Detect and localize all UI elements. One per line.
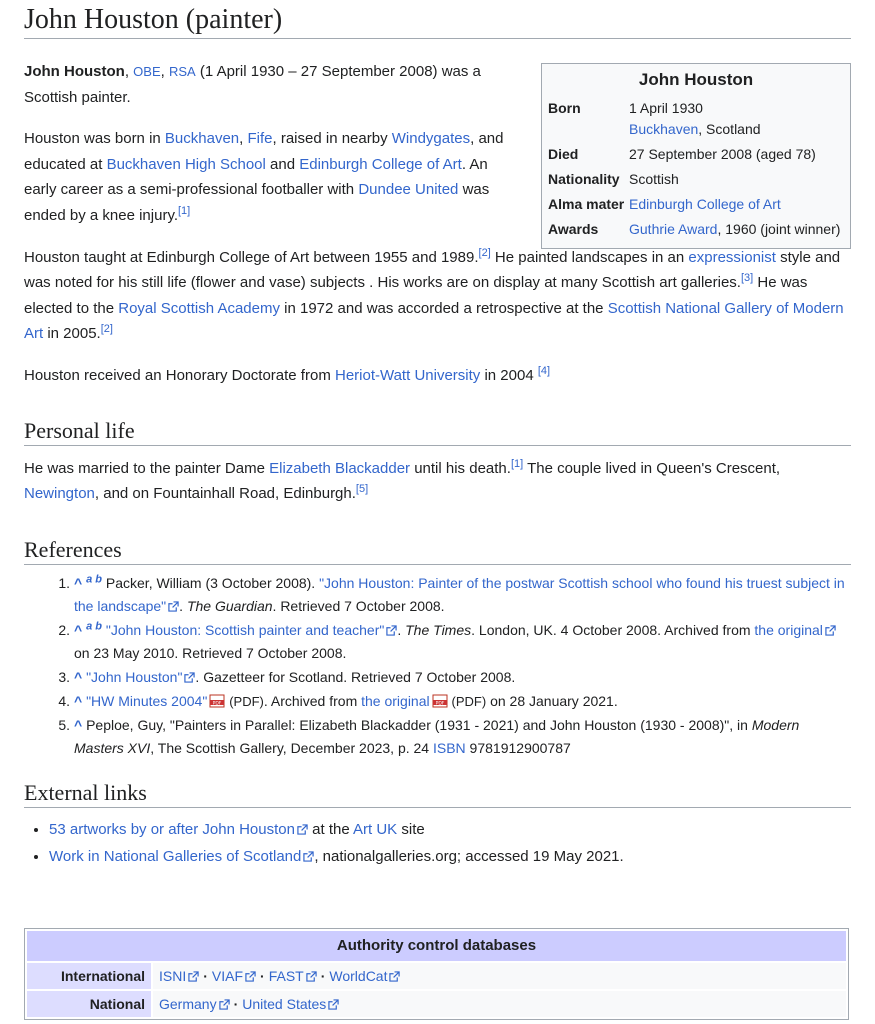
died-value: 27 September 2008 (aged 78) bbox=[629, 146, 816, 162]
dundee-united-link[interactable]: Dundee United bbox=[358, 181, 459, 199]
viaf-link[interactable]: VIAF bbox=[211, 968, 244, 984]
infobox-label-alma-mater: Alma mater bbox=[548, 196, 625, 212]
germany-link[interactable]: Germany bbox=[159, 996, 217, 1012]
united-states-link[interactable]: United States bbox=[242, 996, 327, 1012]
buckhaven-link[interactable]: Buckhaven bbox=[164, 130, 240, 148]
elizabeth-blackadder-link[interactable]: Elizabeth Blackadder bbox=[269, 459, 411, 477]
reference-number: 4. bbox=[58, 692, 70, 709]
doctorate-paragraph: Houston received an Honorary Doctorate from Heriot-Watt University in 2004 [4] bbox=[24, 364, 551, 384]
article bbox=[24, 0, 851, 870]
pdf-icon bbox=[432, 694, 448, 708]
backlink-caret: ^ bbox=[74, 574, 83, 591]
reference-item: 5. ^ Peploe, Guy, "Painters in Parallel: Elizabeth Blackadder (1931 - 2021) and John Houston (1930 - 2008)", in Modern Masters XVI, The Scottish Gallery, December 2023, p. 24 ISBN 9781912900787 bbox=[24, 714, 851, 760]
infobox bbox=[541, 63, 851, 249]
reference-item: 3. ^ "John Houston" . Gazetteer for Scotland. Retrieved 7 October 2008. bbox=[24, 666, 851, 689]
alma-mater-link[interactable]: Edinburgh College of Art bbox=[629, 196, 781, 212]
reference-item: 1. ^ $^{a b}$ Packer, William (3 October 2008). "John Houston: Painter of the postwar Scottish school who found his truest subject in the landscape" . The Guardian. Retrieved 7 October 2008. bbox=[24, 572, 851, 618]
lead-section bbox=[24, 59, 514, 229]
heading-external-links: External links bbox=[24, 779, 851, 808]
authority-row-national: National Germany · United States bbox=[27, 991, 846, 1017]
external-link-item: • Work in National Galleries of Scotland , nationalgalleries.org; accessed 19 May 2021. bbox=[49, 843, 851, 870]
isbn-link[interactable]: ISBN bbox=[432, 739, 466, 756]
citation-link[interactable]: [1] bbox=[178, 204, 191, 217]
expressionist-link[interactable]: expressionist bbox=[688, 248, 776, 266]
backlink-caret[interactable]: ^ bbox=[74, 716, 83, 733]
reference-item: 4. ^ "HW Minutes 2004" PDF (PDF). Archived from the original PDF (PDF) on 28 January 2021. bbox=[24, 690, 851, 713]
authority-title: Authority control databases bbox=[27, 931, 846, 961]
infobox-title: John Houston bbox=[638, 70, 754, 89]
heriot-watt-link[interactable]: Heriot-Watt University bbox=[334, 366, 481, 384]
windygates-link[interactable]: Windygates bbox=[391, 130, 471, 148]
early-life-paragraph: Houston was born in Buckhaven, Fife, raised in nearby Windygates, and educated at Buckhaven High School and Edinburgh College of Art. An early career as a semi-professional footballer with Dundee United was ended by a knee injury.[1] bbox=[24, 130, 504, 224]
external-link-icon bbox=[188, 971, 199, 982]
infobox-label-born: Born bbox=[548, 100, 581, 116]
gazetteer-link[interactable]: "John Houston" bbox=[86, 668, 183, 685]
backlink-a[interactable]: a bbox=[86, 573, 93, 586]
reference-number: 5. bbox=[58, 716, 70, 733]
backlink-b[interactable]: b bbox=[95, 573, 102, 586]
scottish-national-gallery-link[interactable]: Scottish National Gallery of Modern Art bbox=[24, 299, 844, 343]
born-date: 1 April 1930 bbox=[629, 100, 703, 116]
external-link-icon bbox=[219, 999, 230, 1010]
references-list bbox=[24, 572, 851, 760]
newington-link[interactable]: Newington bbox=[24, 485, 95, 503]
infobox-row-alma-mater bbox=[542, 192, 850, 217]
external-link-icon bbox=[303, 851, 314, 862]
authority-control-box bbox=[24, 928, 849, 1020]
worldcat-link[interactable]: WorldCat bbox=[329, 968, 388, 984]
intro-paragraph: John Houston, OBE, RSA (1 April 1930 – 27 September 2008) was a Scottish painter. bbox=[24, 63, 481, 106]
national-galleries-link[interactable]: Work in National Galleries of Scotland bbox=[49, 847, 302, 865]
external-link-icon bbox=[184, 672, 195, 683]
infobox-label-died: Died bbox=[548, 146, 579, 162]
infobox-row-died bbox=[542, 142, 850, 167]
buckhaven-high-school-link[interactable]: Buckhaven High School bbox=[106, 155, 266, 173]
reference-number: 3. bbox=[58, 668, 70, 685]
external-link-icon bbox=[245, 971, 256, 982]
external-links-list bbox=[24, 816, 851, 870]
isni-link[interactable]: ISNI bbox=[159, 968, 187, 984]
citation-link[interactable]: [2] bbox=[100, 323, 113, 336]
external-link-icon bbox=[297, 824, 308, 835]
heading-personal-life: Personal life bbox=[24, 417, 851, 446]
reference-number: 1. bbox=[58, 574, 70, 591]
hw-minutes-link[interactable]: "HW Minutes 2004" bbox=[86, 692, 208, 709]
infobox-row-born bbox=[542, 96, 850, 142]
born-place-link[interactable]: Buckhaven bbox=[629, 121, 699, 137]
royal-scottish-academy-link[interactable]: Royal Scottish Academy bbox=[118, 299, 280, 317]
art-uk-link[interactable]: Art UK bbox=[353, 820, 398, 838]
infobox-label-awards: Awards bbox=[548, 221, 599, 237]
citation-link[interactable]: [5] bbox=[355, 483, 369, 496]
citation-link[interactable]: [2] bbox=[478, 246, 491, 259]
citation-link[interactable]: [1] bbox=[510, 457, 524, 470]
career-paragraph: Houston taught at Edinburgh College of Art between 1955 and 1989.[2] He painted landscapes in an expressionist style and was noted for his still life (flower and vase) subjects . His works are on display at many Scottish art galleries.[3] He was elected to the Royal Scottish Academy in 1972 and was accorded a retrospective at the Scottish National Gallery of Modern Art in 2005.[2] bbox=[24, 246, 844, 343]
page-title: John Houston (painter) bbox=[24, 0, 851, 39]
backlink-b[interactable]: b bbox=[95, 620, 102, 633]
svg-text:PDF: PDF bbox=[435, 701, 445, 707]
infobox-label-nationality: Nationality bbox=[548, 171, 620, 187]
awards-rest: , 1960 (joint winner) bbox=[717, 221, 841, 237]
authority-row-international: International ISNI · VIAF · FAST · WorldCat bbox=[27, 963, 846, 989]
external-link-icon bbox=[825, 625, 836, 636]
backlink-a[interactable]: a bbox=[86, 620, 93, 633]
citation-link[interactable]: [3] bbox=[740, 272, 754, 285]
art-uk-artworks-link[interactable]: 53 artworks by or after John Houston bbox=[49, 820, 295, 838]
heading-references: References bbox=[24, 536, 851, 565]
external-link-icon bbox=[306, 971, 317, 982]
nationality-value: Scottish bbox=[629, 171, 679, 187]
authority-label-national: National bbox=[27, 991, 151, 1017]
guardian-article-link[interactable]: "John Houston: Painter of the postwar Scottish school who found his truest subject in the landscape" bbox=[74, 574, 845, 614]
pdf-icon bbox=[209, 694, 225, 708]
external-link-item: • 53 artworks by or after John Houston at the Art UK site bbox=[49, 816, 851, 843]
infobox-row-nationality bbox=[542, 167, 850, 192]
reference-number: 2. bbox=[58, 621, 70, 638]
rsa-link[interactable]: RSA bbox=[168, 64, 196, 79]
external-link-icon bbox=[168, 601, 179, 612]
awards-link[interactable]: Guthrie Award bbox=[629, 221, 718, 237]
edinburgh-college-of-art-link[interactable]: Edinburgh College of Art bbox=[299, 155, 462, 173]
citation-link[interactable]: [4] bbox=[537, 364, 551, 377]
external-link-icon bbox=[328, 999, 339, 1010]
backlink-caret: ^ bbox=[74, 621, 83, 638]
archive-original-link[interactable]: the original bbox=[754, 621, 823, 638]
external-link-icon bbox=[389, 971, 400, 982]
infobox-row-awards bbox=[542, 217, 850, 242]
svg-text:PDF: PDF bbox=[212, 701, 222, 707]
backlink-caret[interactable]: ^ bbox=[74, 668, 83, 685]
fast-link[interactable]: FAST bbox=[268, 968, 304, 984]
times-article-link[interactable]: "John Houston: Scottish painter and teacher" bbox=[105, 621, 385, 638]
external-link-icon bbox=[386, 625, 397, 636]
subject-name: John Houston bbox=[24, 63, 125, 80]
born-place-rest: , Scotland bbox=[698, 121, 761, 137]
authority-label-international: International bbox=[27, 963, 151, 989]
fife-link[interactable]: Fife bbox=[247, 130, 273, 148]
obe-link[interactable]: OBE bbox=[133, 64, 161, 79]
archive-original-link[interactable]: the original bbox=[361, 692, 430, 709]
personal-life-paragraph: He was married to the painter Dame Elizabeth Blackadder until his death.[1] The couple lived in Queen's Crescent, Newington, and on Fountainhall Road, Edinburgh.[5] bbox=[24, 457, 781, 503]
backlink-caret[interactable]: ^ bbox=[74, 692, 83, 709]
reference-item: 2. ^ $^{a b}$ "John Houston: Scottish painter and teacher" . The Times. London, UK. 4 October 2008. Archived from the original on 23 May 2010. Retrieved 7 October 2008. bbox=[24, 619, 851, 665]
